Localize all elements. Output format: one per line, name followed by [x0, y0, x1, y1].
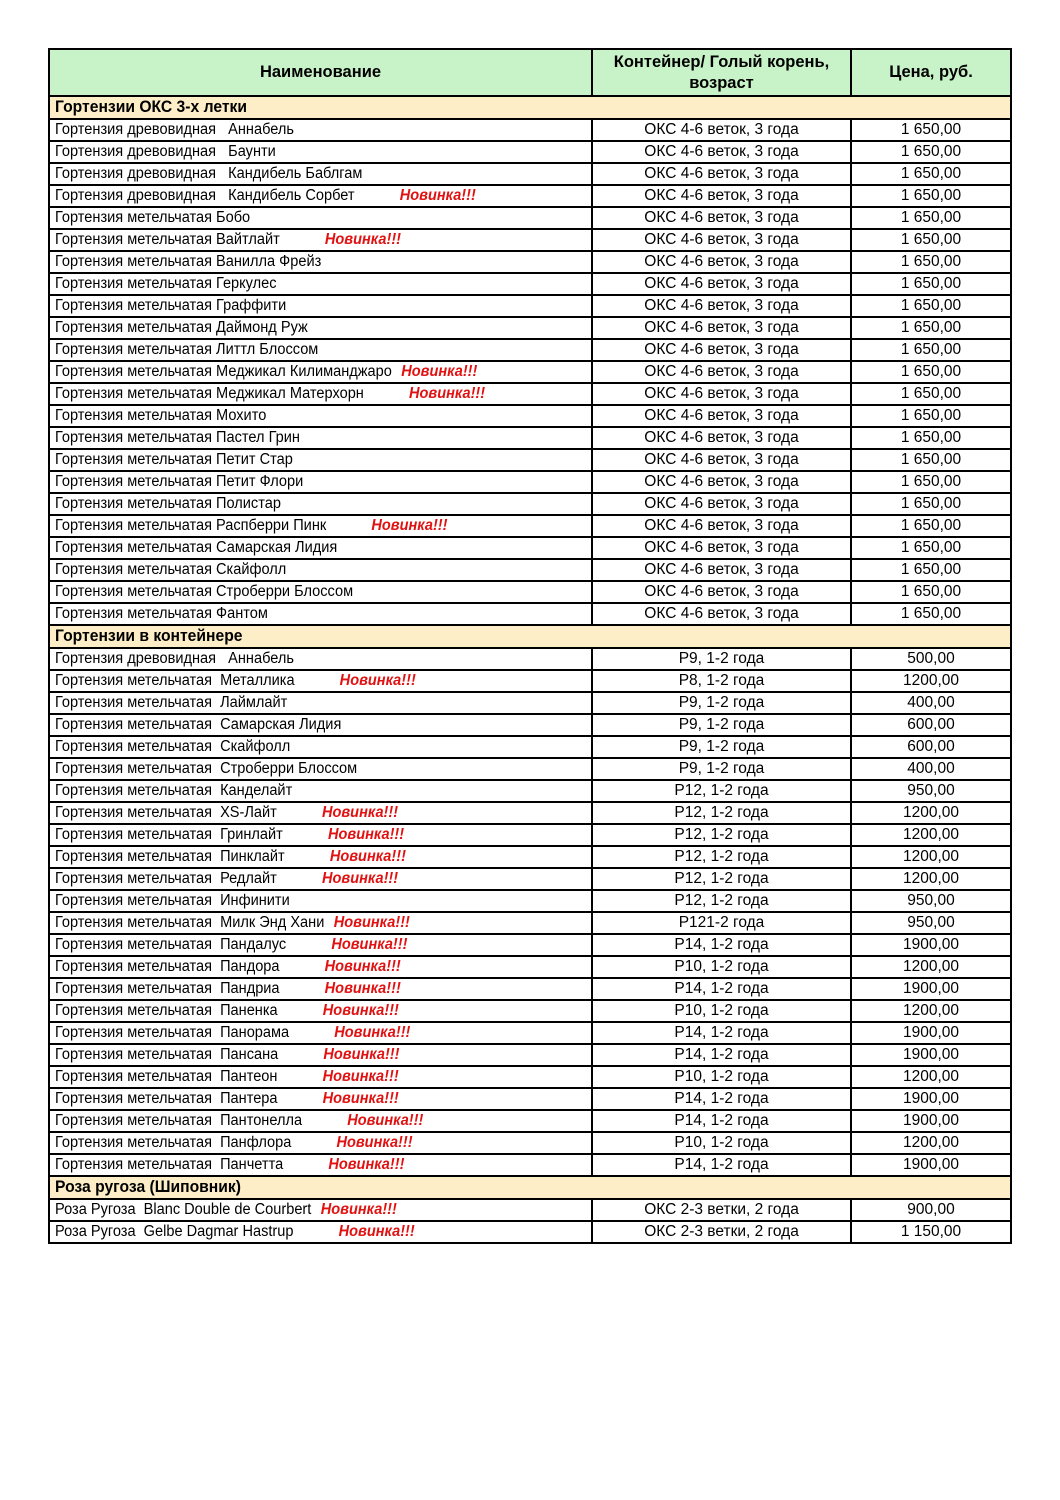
table-row	[49, 736, 1011, 758]
price-cell: 600,00	[851, 714, 1011, 736]
table-row	[49, 1044, 1011, 1066]
price-cell: 1200,00	[851, 1132, 1011, 1154]
container-age-cell: ОКС 4-6 веток, 3 года	[592, 515, 851, 537]
price-cell: 950,00	[851, 890, 1011, 912]
plant-name: Гортензия метельчатая Строберри Блоссом	[55, 760, 358, 778]
price-cell: 1200,00	[851, 824, 1011, 846]
price-cell: 950,00	[851, 912, 1011, 934]
plant-name: Гортензия метельчатая Строберри Блоссом	[55, 583, 354, 601]
price-cell: 600,00	[851, 736, 1011, 758]
price-cell: 1200,00	[851, 1000, 1011, 1022]
container-age-cell: ОКС 4-6 веток, 3 года	[592, 141, 851, 163]
name-cell	[49, 449, 592, 471]
container-age-cell: Р9, 1-2 года	[592, 648, 851, 670]
novelty-badge: Новинка!!!	[328, 1156, 405, 1174]
price-cell: 1 650,00	[851, 273, 1011, 295]
container-age-cell: ОКС 4-6 веток, 3 года	[592, 229, 851, 251]
plant-name: Гортензия метельчатая Ванилла Фрейз	[55, 253, 322, 271]
plant-name: Гортензия древовидная Аннабель	[55, 121, 294, 139]
price-cell: 1 650,00	[851, 207, 1011, 229]
table-row	[49, 317, 1011, 339]
table-row	[49, 515, 1011, 537]
name-cell	[49, 339, 592, 361]
novelty-badge: Новинка!!!	[322, 1090, 399, 1108]
container-age-cell: ОКС 4-6 веток, 3 года	[592, 405, 851, 427]
container-age-cell: ОКС 4-6 веток, 3 года	[592, 185, 851, 207]
name-cell	[49, 471, 592, 493]
price-cell: 1900,00	[851, 1110, 1011, 1132]
name-cell	[49, 361, 592, 383]
container-age-cell: Р9, 1-2 года	[592, 736, 851, 758]
name-cell	[49, 692, 592, 714]
section-row	[49, 96, 1011, 119]
container-age-cell: Р121-2 года	[592, 912, 851, 934]
name-cell	[49, 185, 592, 207]
name-cell	[49, 383, 592, 405]
price-cell: 1 650,00	[851, 493, 1011, 515]
table-row	[49, 537, 1011, 559]
name-cell	[49, 1044, 592, 1066]
novelty-badge: Новинка!!!	[331, 936, 408, 954]
table-row	[49, 119, 1011, 141]
table-row	[49, 692, 1011, 714]
price-cell: 1 650,00	[851, 559, 1011, 581]
plant-name: Гортензия метельчатая Канделайт	[55, 782, 293, 800]
container-age-cell: ОКС 4-6 веток, 3 года	[592, 449, 851, 471]
table-row	[49, 141, 1011, 163]
plant-name: Гортензия метельчатая Лаймлайт	[55, 694, 288, 712]
plant-name: Гортензия метельчатая Панчетта	[55, 1156, 284, 1174]
novelty-badge: Новинка!!!	[324, 231, 402, 249]
name-cell	[49, 1022, 592, 1044]
table-row	[49, 229, 1011, 251]
novelty-badge: Новинка!!!	[321, 804, 399, 822]
name-cell	[49, 559, 592, 581]
price-cell: 1 150,00	[851, 1221, 1011, 1243]
container-age-cell: Р14, 1-2 года	[592, 934, 851, 956]
name-cell	[49, 934, 592, 956]
price-cell: 500,00	[851, 648, 1011, 670]
table-row	[49, 648, 1011, 670]
price-cell: 400,00	[851, 692, 1011, 714]
plant-name: Гортензия метельчатая Пастел Грин	[55, 429, 300, 447]
table-row	[49, 559, 1011, 581]
price-cell: 1 650,00	[851, 229, 1011, 251]
container-age-cell: ОКС 4-6 веток, 3 года	[592, 603, 851, 625]
name-cell	[49, 1132, 592, 1154]
plant-name: Гортензия метельчатая Бобо	[55, 209, 251, 227]
plant-name: Гортензия метельчатая Пантонелла	[55, 1112, 303, 1130]
price-cell: 1900,00	[851, 1022, 1011, 1044]
novelty-badge: Новинка!!!	[371, 517, 448, 535]
price-cell: 1 650,00	[851, 603, 1011, 625]
novelty-badge: Новинка!!!	[324, 980, 401, 998]
container-age-cell: ОКС 4-6 веток, 3 года	[592, 493, 851, 515]
name-cell	[49, 956, 592, 978]
plant-name: Гортензия метельчатая Пансана	[55, 1046, 279, 1064]
plant-name: Гортензия метельчатая Металлика	[55, 672, 295, 690]
table-row	[49, 868, 1011, 890]
price-cell: 1200,00	[851, 1066, 1011, 1088]
name-cell	[49, 846, 592, 868]
container-age-cell: Р10, 1-2 года	[592, 1132, 851, 1154]
price-cell: 1 650,00	[851, 317, 1011, 339]
name-cell	[49, 868, 592, 890]
plant-name: Гортензия метельчатая Скайфолл	[55, 738, 291, 756]
name-cell	[49, 141, 592, 163]
table-row	[49, 273, 1011, 295]
novelty-badge: Новинка!!!	[323, 1046, 400, 1064]
price-cell: 1 650,00	[851, 185, 1011, 207]
container-age-cell: ОКС 4-6 веток, 3 года	[592, 119, 851, 141]
name-cell	[49, 163, 592, 185]
table-body	[49, 96, 1011, 1243]
container-age-cell: Р12, 1-2 года	[592, 780, 851, 802]
container-age-cell: ОКС 2-3 ветки, 2 года	[592, 1199, 851, 1221]
container-age-cell: Р14, 1-2 года	[592, 1022, 851, 1044]
name-cell	[49, 251, 592, 273]
container-age-cell: ОКС 4-6 веток, 3 года	[592, 383, 851, 405]
novelty-badge: Новинка!!!	[338, 1223, 415, 1241]
table-row	[49, 383, 1011, 405]
table-row	[49, 846, 1011, 868]
price-cell: 1 650,00	[851, 471, 1011, 493]
name-cell	[49, 758, 592, 780]
price-cell: 1200,00	[851, 670, 1011, 692]
price-cell: 400,00	[851, 758, 1011, 780]
table-row	[49, 890, 1011, 912]
price-cell: 1900,00	[851, 1088, 1011, 1110]
name-cell	[49, 890, 592, 912]
table-row	[49, 163, 1011, 185]
table-row	[49, 251, 1011, 273]
table-row	[49, 780, 1011, 802]
container-age-cell: Р14, 1-2 года	[592, 1154, 851, 1176]
plant-name: Гортензия метельчатая Скайфолл	[55, 561, 287, 579]
table-row	[49, 1066, 1011, 1088]
plant-name: Гортензия метельчатая Фантом	[55, 605, 268, 623]
container-age-cell: Р12, 1-2 года	[592, 846, 851, 868]
plant-name: Гортензия древовидная Аннабель	[55, 650, 294, 668]
price-cell: 1900,00	[851, 978, 1011, 1000]
name-cell	[49, 581, 592, 603]
section-label	[49, 625, 1011, 648]
table-row	[49, 1110, 1011, 1132]
price-cell: 1 650,00	[851, 339, 1011, 361]
price-cell: 1 650,00	[851, 515, 1011, 537]
plant-name: Гортензия метельчатая Распберри Пинк	[55, 517, 327, 535]
novelty-badge: Новинка!!!	[324, 958, 401, 976]
table-row	[49, 1088, 1011, 1110]
price-cell: 950,00	[851, 780, 1011, 802]
name-cell	[49, 427, 592, 449]
plant-name: Гортензия метельчатая Мохито	[55, 407, 267, 425]
name-cell	[49, 515, 592, 537]
table-row	[49, 427, 1011, 449]
container-age-cell: ОКС 4-6 веток, 3 года	[592, 581, 851, 603]
container-age-cell: ОКС 4-6 веток, 3 года	[592, 559, 851, 581]
price-cell: 1900,00	[851, 1154, 1011, 1176]
name-cell	[49, 1088, 592, 1110]
name-cell	[49, 603, 592, 625]
name-cell	[49, 824, 592, 846]
novelty-badge: Новинка!!!	[347, 1112, 424, 1130]
table-row	[49, 956, 1011, 978]
section-row	[49, 1176, 1011, 1199]
plant-name: Роза Ругоза Gelbe Dagmar Hastrup	[55, 1223, 294, 1241]
plant-name: Гортензия метельчатая Пантеон	[55, 1068, 278, 1086]
table-row	[49, 493, 1011, 515]
price-cell: 1 650,00	[851, 427, 1011, 449]
name-cell	[49, 714, 592, 736]
table-row	[49, 581, 1011, 603]
container-age-cell: Р12, 1-2 года	[592, 824, 851, 846]
container-age-cell: ОКС 4-6 веток, 3 года	[592, 427, 851, 449]
plant-name: Гортензия метельчатая Петит Стар	[55, 451, 293, 469]
price-table	[48, 48, 1012, 1244]
plant-name: Гортензия древовидная Кандибель Сорбет	[55, 187, 355, 205]
novelty-badge: Новинка!!!	[329, 848, 406, 866]
container-age-cell: ОКС 4-6 веток, 3 года	[592, 251, 851, 273]
price-cell: 1 650,00	[851, 163, 1011, 185]
table-row	[49, 670, 1011, 692]
plant-name: Гортензия метельчатая Милк Энд Хани	[55, 914, 325, 932]
container-age-cell: ОКС 4-6 веток, 3 года	[592, 537, 851, 559]
container-age-cell: Р14, 1-2 года	[592, 1110, 851, 1132]
name-cell	[49, 1199, 592, 1221]
plant-name: Гортензия метельчатая Пинклайт	[55, 848, 285, 866]
plant-name: Роза Ругоза Blanc Double de Courbert	[55, 1201, 312, 1219]
table-row	[49, 1199, 1011, 1221]
name-cell	[49, 207, 592, 229]
plant-name: Гортензия метельчатая XS-Лайт	[55, 804, 277, 822]
plant-name: Гортензия метельчатая Меджикал Килиманджаро	[55, 363, 392, 381]
novelty-badge: Новинка!!!	[322, 1002, 399, 1020]
name-cell	[49, 1000, 592, 1022]
novelty-badge: Новинка!!!	[322, 1068, 399, 1086]
price-cell: 1900,00	[851, 1044, 1011, 1066]
name-cell	[49, 273, 592, 295]
novelty-badge: Новинка!!!	[321, 870, 399, 888]
table-row	[49, 1132, 1011, 1154]
table-row	[49, 978, 1011, 1000]
section-label-text: Гортензии в контейнере	[55, 627, 243, 646]
col-header-name: Наименование	[49, 49, 592, 96]
container-age-cell: Р14, 1-2 года	[592, 978, 851, 1000]
name-cell	[49, 1221, 592, 1243]
price-cell: 1200,00	[851, 846, 1011, 868]
plant-name: Гортензия древовидная Кандибель Баблгам	[55, 165, 363, 183]
plant-name: Гортензия метельчатая Пантера	[55, 1090, 278, 1108]
plant-name: Гортензия метельчатая Меджикал Матерхорн	[55, 385, 364, 403]
price-cell: 1900,00	[851, 934, 1011, 956]
name-cell	[49, 537, 592, 559]
container-age-cell: ОКС 4-6 веток, 3 года	[592, 339, 851, 361]
plant-name: Гортензия метельчатая Пандриа	[55, 980, 280, 998]
table-row	[49, 714, 1011, 736]
name-cell	[49, 1110, 592, 1132]
container-age-cell: ОКС 4-6 веток, 3 года	[592, 273, 851, 295]
container-age-cell: Р14, 1-2 года	[592, 1088, 851, 1110]
novelty-badge: Новинка!!!	[327, 826, 405, 844]
table-row	[49, 361, 1011, 383]
name-cell	[49, 229, 592, 251]
table-row	[49, 802, 1011, 824]
price-cell: 1 650,00	[851, 383, 1011, 405]
table-row	[49, 934, 1011, 956]
name-cell	[49, 912, 592, 934]
novelty-badge: Новинка!!!	[408, 385, 486, 403]
name-cell	[49, 736, 592, 758]
novelty-badge: Новинка!!!	[334, 1024, 411, 1042]
container-age-cell: Р9, 1-2 года	[592, 714, 851, 736]
container-age-cell: Р12, 1-2 года	[592, 890, 851, 912]
plant-name: Гортензия метельчатая Петит Флори	[55, 473, 304, 491]
novelty-badge: Новинка!!!	[339, 672, 416, 690]
name-cell	[49, 493, 592, 515]
container-age-cell: ОКС 4-6 веток, 3 года	[592, 295, 851, 317]
name-cell	[49, 1066, 592, 1088]
plant-name: Гортензия метельчатая Панфлора	[55, 1134, 292, 1152]
price-cell: 1 650,00	[851, 251, 1011, 273]
name-cell	[49, 978, 592, 1000]
container-age-cell: Р12, 1-2 года	[592, 802, 851, 824]
plant-name: Гортензия метельчатая Самарская Лидия	[55, 716, 342, 734]
plant-name: Гортензия метельчатая Пандалус	[55, 936, 287, 954]
container-age-cell: ОКС 4-6 веток, 3 года	[592, 361, 851, 383]
name-cell	[49, 802, 592, 824]
table-row	[49, 1000, 1011, 1022]
price-cell: 1 650,00	[851, 449, 1011, 471]
price-cell: 1200,00	[851, 868, 1011, 890]
plant-name: Гортензия метельчатая Самарская Лидия	[55, 539, 338, 557]
price-cell: 900,00	[851, 1199, 1011, 1221]
section-label	[49, 1176, 1011, 1199]
container-age-cell: Р14, 1-2 года	[592, 1044, 851, 1066]
plant-name: Гортензия метельчатая Даймонд Руж	[55, 319, 308, 337]
col-header-container-age: Контейнер/ Голый корень, возраст	[592, 49, 851, 96]
plant-name: Гортензия древовидная Баунти	[55, 143, 276, 161]
table-header	[49, 49, 1011, 96]
table-row	[49, 824, 1011, 846]
container-age-cell: Р10, 1-2 года	[592, 1000, 851, 1022]
table-row	[49, 405, 1011, 427]
plant-name: Гортензия метельчатая Гринлайт	[55, 826, 283, 844]
container-age-cell: ОКС 4-6 веток, 3 года	[592, 207, 851, 229]
price-cell: 1 650,00	[851, 141, 1011, 163]
table-row	[49, 603, 1011, 625]
plant-name: Гортензия метельчатая Полистар	[55, 495, 281, 513]
container-age-cell: Р12, 1-2 года	[592, 868, 851, 890]
name-cell	[49, 1154, 592, 1176]
plant-name: Гортензия метельчатая Инфинити	[55, 892, 290, 910]
table-row	[49, 207, 1011, 229]
name-cell	[49, 780, 592, 802]
table-row	[49, 449, 1011, 471]
plant-name: Гортензия метельчатая Панорама	[55, 1024, 290, 1042]
price-cell: 1 650,00	[851, 405, 1011, 427]
container-age-cell: ОКС 2-3 ветки, 2 года	[592, 1221, 851, 1243]
plant-name: Гортензия метельчатая Геркулес	[55, 275, 277, 293]
novelty-badge: Новинка!!!	[336, 1134, 413, 1152]
price-cell: 1 650,00	[851, 119, 1011, 141]
name-cell	[49, 405, 592, 427]
table-row	[49, 295, 1011, 317]
container-age-cell: Р10, 1-2 года	[592, 1066, 851, 1088]
plant-name: Гортензия метельчатая Граффити	[55, 297, 287, 315]
container-age-cell: Р9, 1-2 года	[592, 758, 851, 780]
price-cell: 1 650,00	[851, 537, 1011, 559]
table-row	[49, 758, 1011, 780]
plant-name: Гортензия метельчатая Пандора	[55, 958, 280, 976]
plant-name: Гортензия метельчатая Вайтлайт	[55, 231, 280, 249]
table-row	[49, 1221, 1011, 1243]
novelty-badge: Новинка!!!	[333, 914, 410, 932]
name-cell	[49, 295, 592, 317]
container-age-cell: Р9, 1-2 года	[592, 692, 851, 714]
table-row	[49, 912, 1011, 934]
section-row	[49, 625, 1011, 648]
price-cell: 1200,00	[851, 802, 1011, 824]
section-label-text: Гортензии ОКС 3-х летки	[55, 98, 247, 117]
container-age-cell: ОКС 4-6 веток, 3 года	[592, 163, 851, 185]
name-cell	[49, 317, 592, 339]
plant-name: Гортензия метельчатая Редлайт	[55, 870, 277, 888]
container-age-cell: ОКС 4-6 веток, 3 года	[592, 471, 851, 493]
price-cell: 1200,00	[851, 956, 1011, 978]
novelty-badge: Новинка!!!	[399, 187, 476, 205]
table-row	[49, 471, 1011, 493]
price-cell: 1 650,00	[851, 581, 1011, 603]
novelty-badge: Новинка!!!	[320, 1201, 397, 1219]
price-cell: 1 650,00	[851, 295, 1011, 317]
plant-name: Гортензия метельчатая Литтл Блоссом	[55, 341, 319, 359]
table-row	[49, 1022, 1011, 1044]
header-row	[49, 49, 1011, 96]
table-row	[49, 1154, 1011, 1176]
container-age-cell: ОКС 4-6 веток, 3 года	[592, 317, 851, 339]
col-header-price: Цена, руб.	[851, 49, 1011, 96]
plant-name: Гортензия метельчатая Паненка	[55, 1002, 278, 1020]
table-row	[49, 185, 1011, 207]
name-cell	[49, 648, 592, 670]
container-age-cell: Р10, 1-2 года	[592, 956, 851, 978]
container-age-cell: Р8, 1-2 года	[592, 670, 851, 692]
name-cell	[49, 119, 592, 141]
section-label	[49, 96, 1011, 119]
table-row	[49, 339, 1011, 361]
price-cell: 1 650,00	[851, 361, 1011, 383]
section-label-text: Роза ругоза (Шиповник)	[55, 1178, 241, 1197]
novelty-badge: Новинка!!!	[401, 363, 478, 381]
name-cell	[49, 670, 592, 692]
